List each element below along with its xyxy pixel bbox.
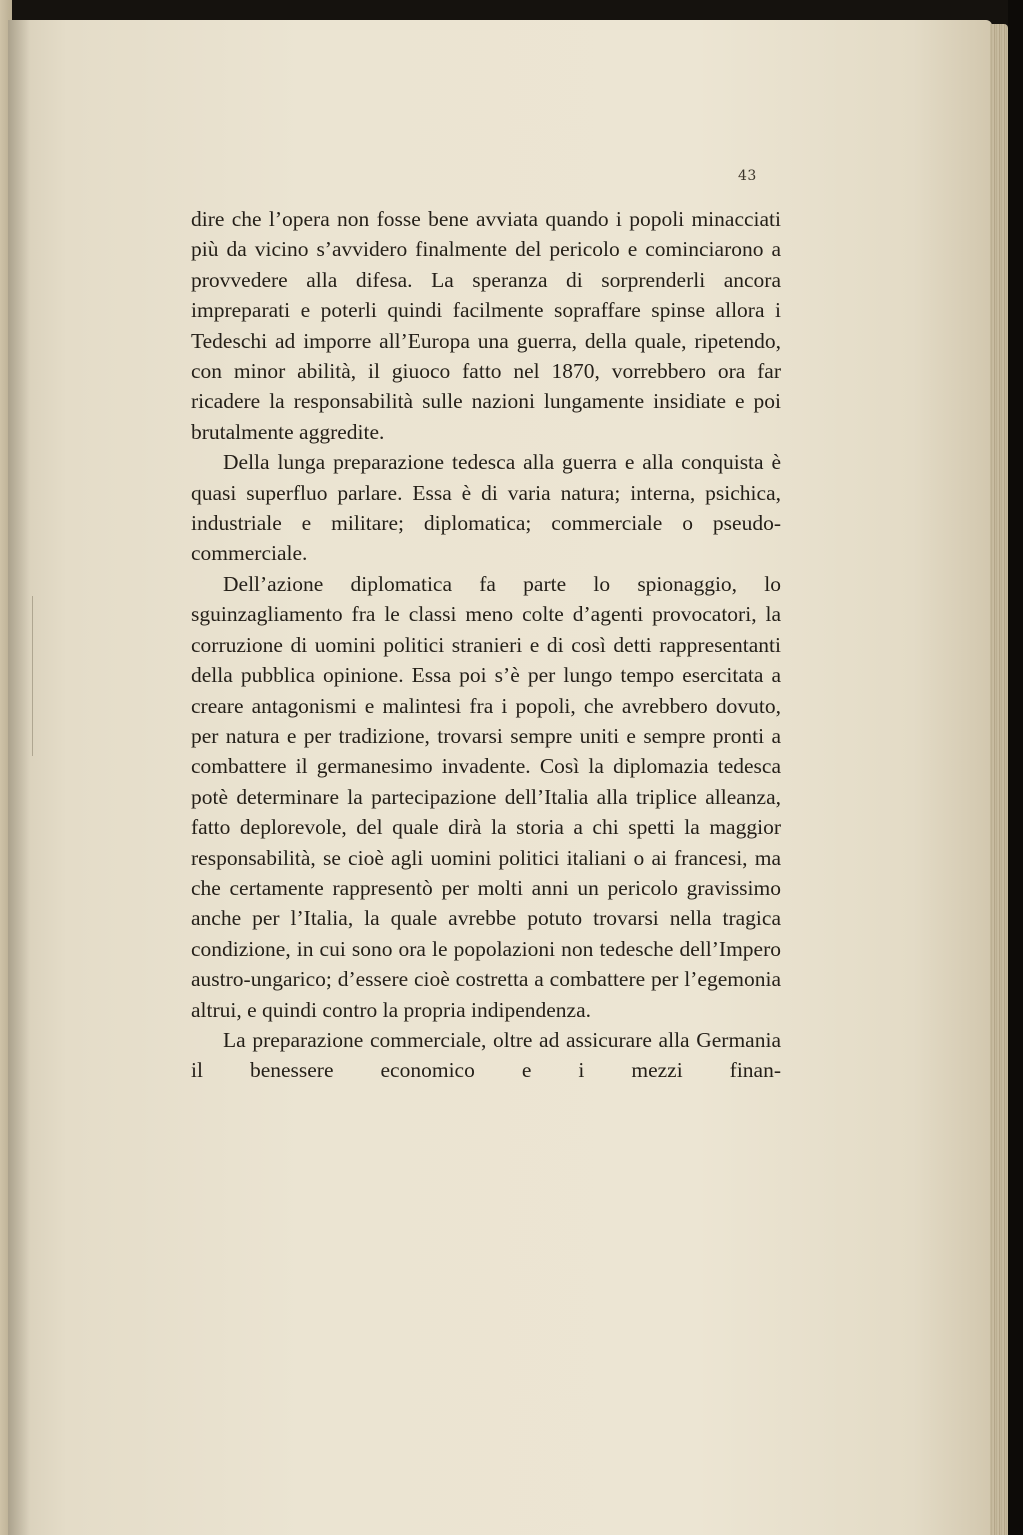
margin-mark [32, 596, 33, 756]
paragraph-3: Dell’azione diplomatica fa parte lo spionaggio, lo sguinzagliamento fra le classi meno colte d’agenti provocatori, la corruzione di uomini politici stranieri e di così detti rappresentanti della pubblica opinione. Essa poi s’è per lungo tempo esercitata a creare antagonismi e malintesi fra i popoli, che avrebbero dovuto, per natura e per tradizione, trovarsi sempre uniti e sempre pronti a combattere il germanesimo invadente. Così la diplomazia tedesca potè determinare la partecipazione dell’Italia alla triplice alleanza, fatto deplorevole, del quale dirà la storia a chi spetti la maggior responsabilità, se cioè agli uomini politici italiani o ai francesi, ma che certamente rappresentò per molti anni un pericolo gravissimo anche per l’Italia, la quale avrebbe potuto trovarsi nella tragica condizione, in cui sono ora le popolazioni non tedesche dell’Impero austro-ungarico; d’essere cioè costretta a combattere per l’egemonia altrui, e quindi contro la propria indipendenza. [191, 571, 781, 1022]
page-number: 43 [738, 168, 757, 184]
paragraph-1: dire che l’opera non fosse bene avviata quando i popoli minacciati più da vicino s’avvidero finalmente del pericolo e cominciarono a provvedere alla difesa. La speranza di sorprenderli ancora impreparati e poterli quindi facilmente sopraffare spinse allora i Tedeschi ad imporre all’Europa una guerra, della quale, ripetendo, con minor abilità, il giuoco fatto nel 1870, vorrebbero ora far ricadere la responsabilità sulle nazioni lungamente insidiate e poi brutalmente aggredite. [191, 207, 781, 444]
page-stack-edges [990, 24, 1008, 1535]
paragraph-4: La preparazione commerciale, oltre ad assicurare alla Germania il benessere economico e i mezzi finan- [191, 1027, 781, 1083]
paragraph-2: Della lunga preparazione tedesca alla guerra e alla conquista è quasi superfluo parlare. Essa è di varia natura; interna, psichica, industriale e militare; diplomatica; commerciale o pseudo-commerciale. [191, 450, 781, 566]
scan-background-edge [1008, 0, 1023, 1535]
body-text [191, 204, 781, 1086]
gutter-shadow [8, 20, 30, 1535]
